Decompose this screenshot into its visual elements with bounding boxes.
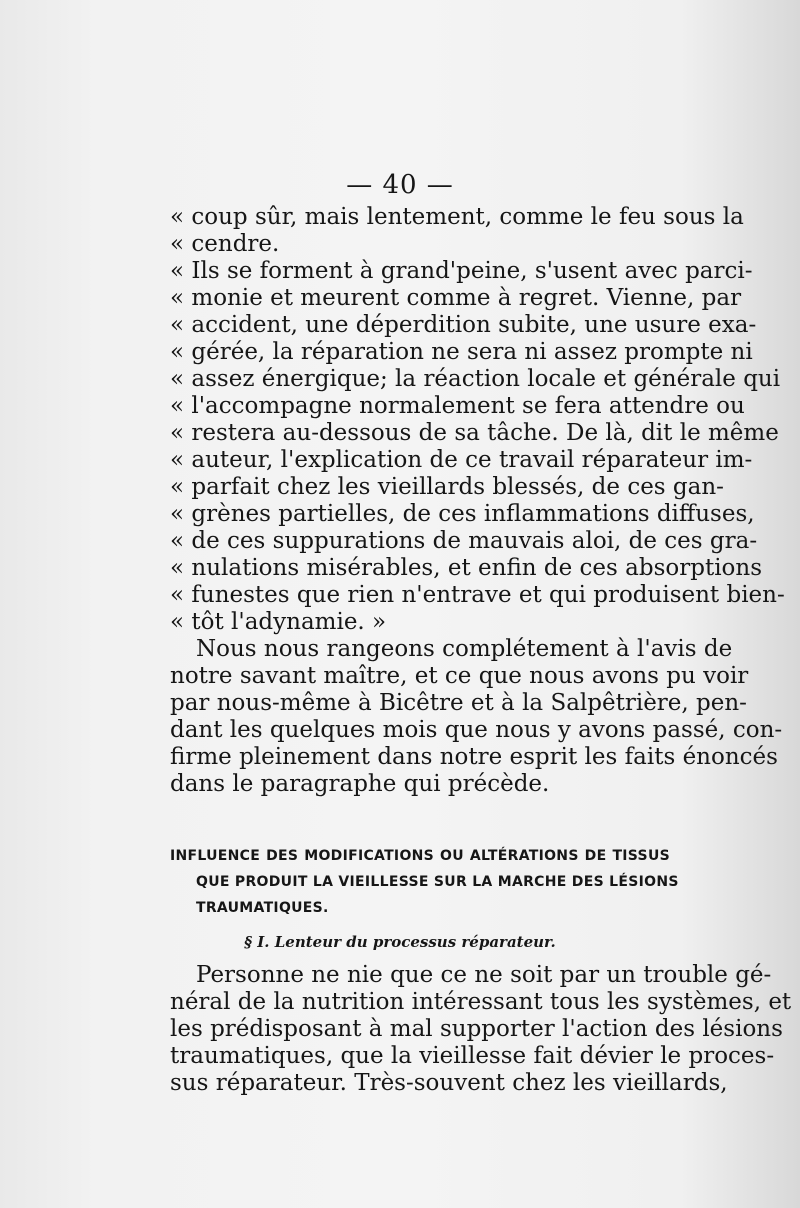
quote-line: « Ils se forment à grand'peine, s'usent avec parci- <box>170 258 753 284</box>
heading-line: QUE PRODUIT LA VIEILLESSE SUR LA MARCHE DES LÉSIONS <box>196 874 679 890</box>
quote-line: « monie et meurent comme à regret. Vienne, par <box>170 285 742 311</box>
heading-line: INFLUENCE DES MODIFICATIONS OU ALTÉRATIONS DE TISSUS <box>170 848 670 864</box>
paragraph-line: sus réparateur. Très-souvent chez les vieillards, <box>170 1070 728 1096</box>
quote-line: « tôt l'adynamie. » <box>170 609 387 635</box>
quote-line: « gérée, la réparation ne sera ni assez prompte ni <box>170 339 753 365</box>
paragraph-line: Nous nous rangeons complétement à l'avis de <box>196 636 733 662</box>
paragraph-line: traumatiques, que la vieillesse fait dévier le proces- <box>170 1043 775 1069</box>
paragraph-line: dant les quelques mois que nous y avons passé, con- <box>170 717 783 743</box>
paragraph-line: néral de la nutrition intéressant tous les systèmes, et <box>170 989 792 1015</box>
paragraph-line: dans le paragraphe qui précède. <box>170 771 550 797</box>
quote-line: « restera au-dessous de sa tâche. De là, dit le même <box>170 420 779 446</box>
quote-line: « funestes que rien n'entrave et qui produisent bien- <box>170 582 785 608</box>
quote-line: « coup sûr, mais lentement, comme le feu sous la <box>170 204 744 230</box>
quote-line: « accident, une déperdition subite, une usure exa- <box>170 312 757 338</box>
paragraph-line: firme pleinement dans notre esprit les faits énoncés <box>170 744 778 770</box>
quote-line: « nulations misérables, et enfin de ces absorptions <box>170 555 763 581</box>
paragraph-line: Personne ne nie que ce ne soit par un trouble gé- <box>196 962 772 988</box>
section-title: § I. Lenteur du processus réparateur. <box>244 933 556 951</box>
quote-line: « cendre. <box>170 231 280 257</box>
quote-line: « l'accompagne normalement se fera attendre ou <box>170 393 745 419</box>
paragraph-line: les prédisposant à mal supporter l'action des lésions <box>170 1016 783 1042</box>
heading-line: TRAUMATIQUES. <box>196 900 329 916</box>
paragraph-line: notre savant maître, et ce que nous avons pu voir <box>170 663 749 689</box>
paragraph-line: par nous-même à Bicêtre et à la Salpêtrière, pen- <box>170 690 747 716</box>
quote-line: « auteur, l'explication de ce travail réparateur im- <box>170 447 753 473</box>
page-number: — 40 — <box>346 170 454 200</box>
quote-line: « de ces suppurations de mauvais aloi, de ces gra- <box>170 528 758 554</box>
quote-line: « grènes partielles, de ces inflammations diffuses, <box>170 501 755 527</box>
quote-line: « assez énergique; la réaction locale et générale qui <box>170 366 781 392</box>
quote-line: « parfait chez les vieillards blessés, de ces gan- <box>170 474 724 500</box>
